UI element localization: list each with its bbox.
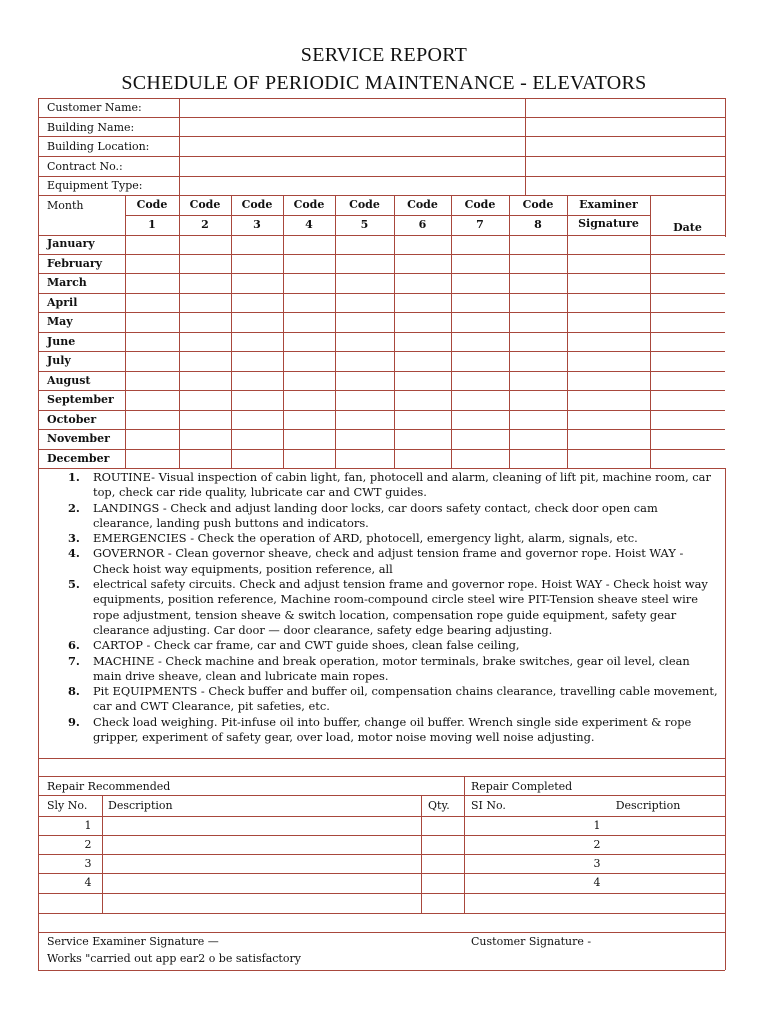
rule [38, 390, 725, 391]
code-header: Code [293, 198, 325, 211]
rule [451, 195, 452, 468]
date-header: Date [673, 221, 702, 234]
code-number: 5 [360, 218, 369, 231]
rule [394, 195, 395, 468]
month-july: July [47, 354, 71, 367]
rule [179, 98, 180, 195]
si-no-header: SI No. [471, 799, 506, 812]
completed-row-number: 1 [593, 819, 601, 832]
rule [38, 293, 725, 294]
rule [38, 970, 725, 971]
recommended-row-number: 4 [84, 876, 92, 889]
customer-name-label: Customer Name: [47, 101, 142, 114]
completed-row-number: 3 [593, 857, 601, 870]
code-item-number: 2. [68, 500, 80, 515]
rule [38, 776, 725, 777]
examiner-header: Examiner [579, 198, 638, 211]
customer-signature: Customer Signature - [471, 935, 592, 948]
code-item-number: 8. [68, 684, 80, 699]
rule [38, 312, 725, 313]
code-item-text: CARTOP - Check car frame, car and CWT guide shoes, clean false ceiling, [93, 638, 520, 653]
code-header: Code [136, 198, 168, 211]
repair-recommended-label: Repair Recommended [47, 780, 171, 793]
month-august: August [47, 374, 91, 387]
rule [725, 468, 726, 970]
code-item [48, 577, 718, 638]
rule [38, 429, 725, 430]
completed-row-number: 4 [593, 876, 601, 889]
code-item-number: 5. [68, 577, 80, 592]
rule [38, 932, 725, 933]
month-january: January [47, 237, 95, 250]
report-subtitle: SCHEDULE OF PERIODIC MAINTENANCE - ELEVATORS [121, 72, 647, 94]
signature-header: Signature [578, 217, 639, 230]
code-header: Code [189, 198, 221, 211]
rule [38, 176, 725, 177]
rule [38, 351, 725, 352]
code-item-number: 4. [68, 546, 80, 561]
code-item-text: GOVERNOR - Clean governor sheave, check and adjust tension frame and governor rope. Hoist WAY - Check hoist way equipments, position reference, all [93, 546, 684, 576]
service-examiner-signature: Service Examiner Signature — [47, 935, 219, 948]
code-header: Code [407, 198, 438, 211]
rule [38, 468, 39, 970]
code-number: 7 [476, 218, 484, 231]
month-november: November [47, 432, 110, 445]
recommended-row-number: 2 [84, 838, 92, 851]
contract-no-label: Contract No.: [47, 160, 123, 173]
code-item-text: Pit EQUIPMENTS - Check buffer and buffer oil, compensation chains clearance, travelling cable movement, car and CWT Clearance, pit safeties, etc. [93, 684, 718, 714]
qty-header: Qty. [428, 799, 450, 812]
month-april: April [47, 296, 78, 309]
rule [38, 835, 725, 836]
code-header: Code [464, 198, 496, 211]
code-item-number: 7. [68, 653, 80, 668]
rule [464, 776, 465, 913]
rule [38, 235, 725, 236]
month-march: March [47, 276, 87, 289]
report-title: SERVICE REPORT [300, 44, 468, 66]
equipment-type-label: Equipment Type: [47, 179, 143, 192]
month-february: February [47, 257, 103, 270]
rule [38, 273, 725, 274]
rule [38, 371, 725, 372]
code-number: 2 [201, 218, 209, 231]
code-item [48, 654, 718, 685]
code-item-text: MACHINE - Check machine and break operation, motor terminals, brake switches, gear oil level, clean main drive sheave, clean and lubricate main ropes. [93, 653, 690, 683]
rule [38, 468, 725, 469]
code-number: 3 [253, 218, 261, 231]
code-item-text: electrical safety circuits. Check and adjust tension frame and governor rope. Hoist WAY - Check hoist way equipments, position reference, Machine room-compound circle steel wire PIT-Tension sheave steel wire rope adjustment, tension sheave & switch location, compensation rope guide equipment, safety gear clearance adjusting. Car door — door clearance, safety edge bearing adjusting. [93, 577, 708, 637]
code-header: Code [241, 198, 273, 211]
code-item-text: EMERGENCIES - Check the operation of ARD, photocell, emergency light, alarm, signals, etc. [93, 531, 638, 546]
code-item [48, 470, 718, 501]
rule [38, 156, 725, 157]
rule [38, 854, 725, 855]
code-header: Code [522, 198, 554, 211]
building-location-label: Building Location: [47, 140, 150, 153]
code-item [48, 546, 718, 577]
rule [38, 332, 725, 333]
code-number: 1 [148, 218, 156, 231]
recommended-row-number: 1 [84, 819, 92, 832]
rule [283, 195, 284, 468]
building-name-label: Building Name: [47, 121, 135, 134]
repair-completed-label: Repair Completed [471, 780, 573, 793]
code-item [48, 501, 718, 532]
description-header-completed: Description [615, 799, 681, 812]
code-number: 8 [534, 218, 542, 231]
code-item-text: LANDINGS - Check and adjust landing door locks, car doors safety contact, check door open cam clearance, landing push buttons and indicators. [93, 500, 658, 530]
month-june: June [47, 335, 76, 348]
rule [335, 195, 336, 468]
rule [102, 795, 103, 913]
month-december: December [47, 452, 110, 465]
code-number: 4 [305, 218, 313, 231]
code-item-number: 9. [68, 714, 80, 729]
code-descriptions [48, 470, 718, 745]
sly-no-header: Sly No. [47, 799, 88, 812]
rule [38, 98, 39, 468]
rule [38, 795, 725, 796]
code-item-number: 3. [68, 531, 80, 546]
rule [38, 449, 725, 450]
month-october: October [47, 413, 97, 426]
code-number: 6 [418, 218, 427, 231]
rule [725, 98, 726, 237]
code-item [48, 638, 718, 653]
rule [567, 195, 568, 468]
rule [38, 117, 725, 118]
code-header: Code [349, 198, 380, 211]
month-may: May [47, 315, 73, 328]
rule [38, 816, 725, 817]
code-item [48, 531, 718, 546]
rule [38, 873, 725, 874]
recommended-row-number: 3 [84, 857, 92, 870]
works-note: Works "carried out app ear2 o be satisfactory [47, 952, 301, 965]
description-header: Description [108, 799, 173, 812]
code-item-text: Check load weighing. Pit-infuse oil into buffer, change oil buffer. Wrench single side experiment & rope gripper, experiment of safety gear, over load, motor noise moving well noise adjusting. [93, 714, 692, 745]
rule [38, 136, 725, 137]
rule [38, 98, 725, 99]
code-item [48, 715, 718, 746]
rule [38, 913, 725, 914]
code-item [48, 684, 718, 715]
rule [231, 195, 232, 468]
code-item-number: 1. [68, 470, 80, 484]
month-september: September [47, 393, 114, 406]
rule [38, 254, 725, 255]
rule [421, 795, 422, 913]
rule [179, 195, 180, 468]
rule [38, 893, 725, 894]
rule [509, 195, 510, 468]
month-header: Month [47, 199, 84, 212]
completed-row-number: 2 [593, 838, 601, 851]
rule [525, 98, 526, 195]
rule [125, 195, 126, 468]
code-item-number: 6. [68, 638, 80, 653]
rule [38, 410, 725, 411]
code-item-text: ROUTINE- Visual inspection of cabin light, fan, photocell and alarm, cleaning of lift pit, machine room, car top, check car ride quality, lubricate car and CWT guides. [93, 470, 711, 500]
rule [38, 758, 725, 759]
